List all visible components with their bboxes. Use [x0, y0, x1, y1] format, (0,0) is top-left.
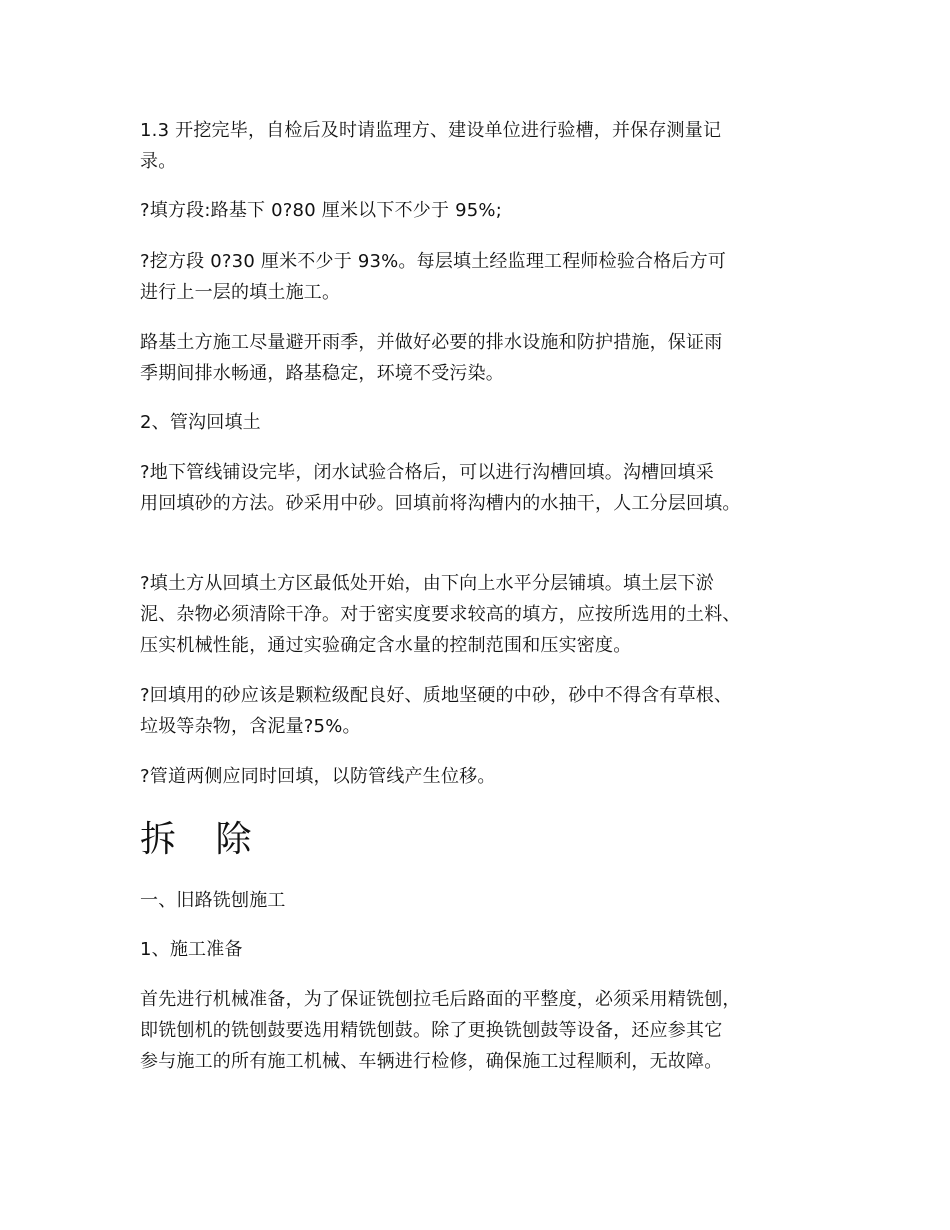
- paragraph-3-line-2: 进行上一层的填土施工。: [140, 282, 341, 303]
- sub-subsection-heading-preparation: 1、施工准备: [140, 939, 243, 960]
- paragraph-8-line-2: 垃圾等杂物，含泥量?5%。: [140, 716, 361, 737]
- closing-paragraph-line-1: 首先进行机械准备，为了保证铣刨拉毛后路面的平整度，必须采用精铣刨，: [140, 989, 741, 1010]
- subheading-trench-backfill: 2、管沟回填土: [140, 412, 261, 433]
- closing-paragraph-line-2: 即铣刨机的铣刨鼓要选用精铣刨鼓。除了更换铣刨鼓等设备，还应参其它: [140, 1020, 723, 1041]
- section-heading-demolition: 拆 除: [140, 819, 266, 860]
- paragraph-6-line-1: ?地下管线铺设完毕，闭水试验合格后，可以进行沟槽回填。沟槽回填采: [140, 462, 714, 483]
- paragraph-9-line-1: ?管道两侧应同时回填，以防管线产生位移。: [140, 766, 496, 787]
- paragraph-8-line-1: ?回填用的砂应该是颗粒级配良好、质地坚硬的中砂，砂中不得含有草根、: [140, 685, 733, 706]
- paragraph-3-line-1: ?挖方段 0?30 厘米不少于 93%。每层填土经监理工程师检验合格后方可: [140, 251, 727, 272]
- paragraph-2-line-1: ?填方段:路基下 0?80 厘米以下不少于 95%;: [140, 200, 502, 221]
- paragraph-1-line-2: 录。: [140, 151, 177, 172]
- paragraph-6-line-2: 用回填砂的方法。砂采用中砂。回填前将沟槽内的水抽干，人工分层回填。: [140, 493, 741, 514]
- subsection-heading-old-road-milling: 一、旧路铣刨施工: [140, 890, 286, 911]
- paragraph-7-line-3: 压实机械性能，通过实验确定含水量的控制范围和压实密度。: [140, 635, 632, 656]
- paragraph-1-line-1: 1.3 开挖完毕，自检后及时请监理方、建设单位进行验槽，并保存测量记: [140, 120, 722, 141]
- paragraph-4-line-1: 路基土方施工尽量避开雨季，并做好必要的排水设施和防护措施，保证雨: [140, 332, 723, 353]
- paragraph-7-line-2: 泥、杂物必须清除干净。对于密实度要求较高的填方，应按所选用的土料、: [140, 604, 741, 625]
- paragraph-7-line-1: ?填土方从回填土方区最低处开始，由下向上水平分层铺填。填土层下淤: [140, 573, 714, 594]
- paragraph-4-line-2: 季期间排水畅通，路基稳定，环境不受污染。: [140, 363, 504, 384]
- closing-paragraph-line-3: 参与施工的所有施工机械、车辆进行检修，确保施工过程顺利，无故障。: [140, 1051, 723, 1072]
